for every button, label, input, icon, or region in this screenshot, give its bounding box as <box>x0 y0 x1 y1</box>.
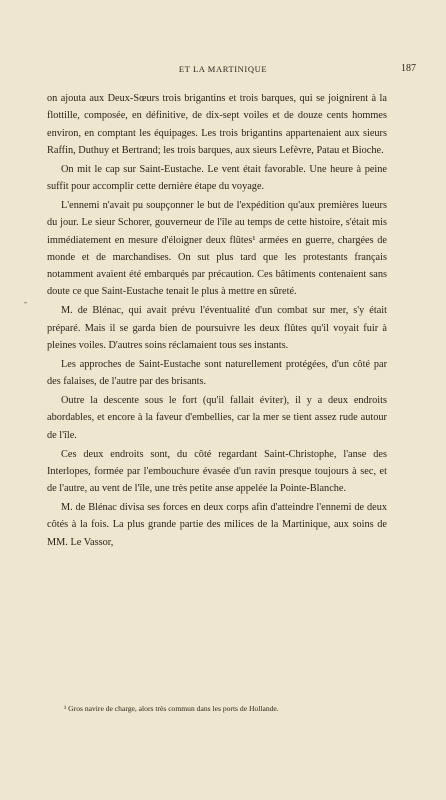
paragraph: Ces deux endroits sont, du côté regardant Saint-Christophe, l'anse des Interlopes, formée par l'embouchure évasée d'un ravin presque toujours à sec, et de l'autre, au vent de l'île, une très petite anse appelée la Pointe-Blanche. <box>47 448 387 495</box>
paragraph: Outre la descente sous le fort (qu'il fallait éviter), il y a deux endroits abordables, et encore à la faveur d'embellies, car la mer se tient assez rude autour de l'île. <box>47 395 387 441</box>
page-header <box>0 64 446 78</box>
margin-mark: - <box>24 297 27 307</box>
paragraph: On mit le cap sur Saint-Eustache. Le vent était favorable. Une heure à peine suffit pour accomplir cette dernière étape du voyage. <box>47 163 387 193</box>
paragraph: Les approches de Saint-Eustache sont naturellement protégées, d'un côté par des falaises, de l'autre par des brisants. <box>47 358 387 388</box>
paragraph: L'ennemi n'avait pu soupçonner le but de l'expédition qu'aux premières lueurs du jour. Le sieur Schorer, gouverneur de l'île au temps de cette histoire, s'était mis immédiatement en mesure d'éloigner deux flûtes¹ armées en guerre, chargées de monde et de marchandises. On sut plus tard que les protestants français notamment avaient été embarqués par précaution. Ces bâtiments contenaient sans doute ce que Saint-Eustache tenait le plus à mettre en sûreté. <box>47 199 387 298</box>
footnote: ¹ Gros navire de charge, alors très commun dans les ports de Hollande. <box>64 704 279 713</box>
paragraph: on ajouta aux Deux-Sœurs trois brigantins et trois barques, qui se joignirent à la flottille, composée, en définitive, de dix-sept voiles et de douze cents hommes environ, en comptant les équipages. Les trois brigantins appartenaient aux sieurs Raffin, Duthuy et Bertrand; les trois barques, aux sieurs Lefèvre, Patau et Bioche. <box>47 93 387 156</box>
running-title: ET LA MARTINIQUE <box>178 64 268 74</box>
page-number: 187 <box>401 63 416 74</box>
paragraph: M. de Blénac divisa ses forces en deux corps afin d'atteindre l'ennemi de deux côtés à la fois. La plus grande partie des milices de la Martinique, aux soins de MM. Le Vassor, <box>47 501 387 548</box>
body-text <box>47 90 387 551</box>
paragraph: M. de Blénac, qui avait prévu l'éventualité d'un combat sur mer, s'y était préparé. Mais il se garda bien de poursuivre les deux flûtes qu'il voyait fuir à pleines voiles. D'autres soins réclamaient tous ses instants. <box>47 305 387 351</box>
